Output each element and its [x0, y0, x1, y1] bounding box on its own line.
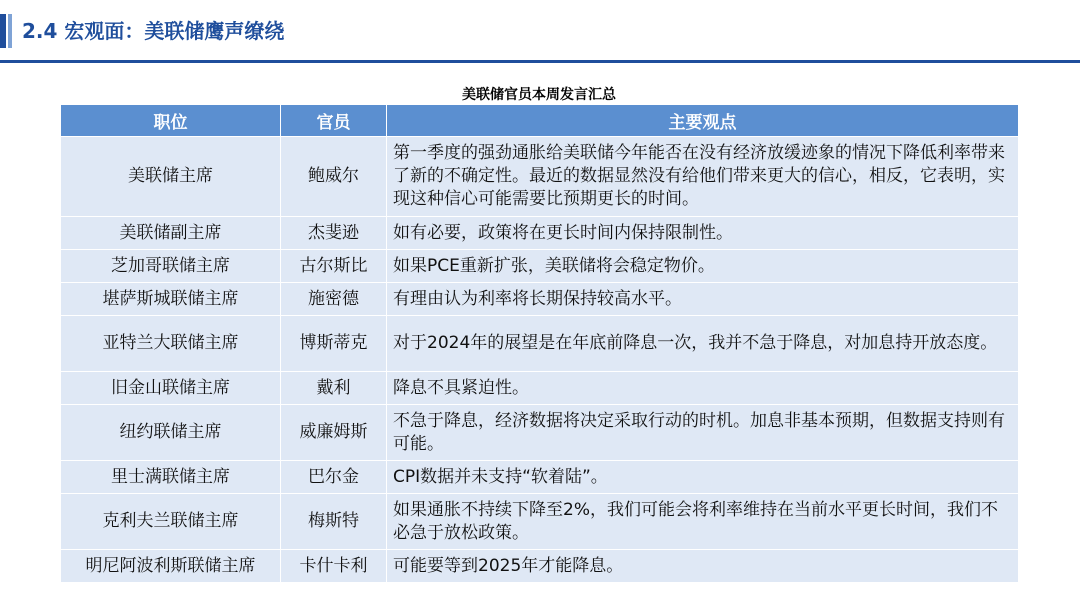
cell-position: 旧金山联储主席: [61, 372, 281, 405]
cell-official: 卡什卡利: [281, 550, 387, 583]
cell-official: 戴利: [281, 372, 387, 405]
table-row: [61, 494, 1019, 550]
cell-official: 威廉姆斯: [281, 405, 387, 461]
cell-position: 堪萨斯城联储主席: [61, 283, 281, 316]
header-accent-bar: [0, 14, 6, 48]
table-row: [61, 316, 1019, 372]
cell-official: 梅斯特: [281, 494, 387, 550]
cell-position: 克利夫兰联储主席: [61, 494, 281, 550]
cell-official: 杰斐逊: [281, 217, 387, 250]
cell-view: 如有必要，政策将在更长时间内保持限制性。: [387, 217, 1019, 250]
header-divider: [0, 60, 1080, 63]
header-accent-bar-light: [8, 14, 12, 48]
cell-view: 对于2024年的展望是在年底前降息一次，我并不急于降息，对加息持开放态度。: [387, 316, 1019, 372]
cell-position: 亚特兰大联储主席: [61, 316, 281, 372]
table-header-row: [61, 105, 1019, 137]
fed-speeches-table: [60, 104, 1019, 583]
table-row: [61, 405, 1019, 461]
column-header-position: 职位: [61, 105, 281, 137]
column-header-official: 官员: [281, 105, 387, 137]
cell-position: 美联储主席: [61, 137, 281, 217]
table-row: [61, 550, 1019, 583]
cell-position: 美联储副主席: [61, 217, 281, 250]
cell-view: 第一季度的强劲通胀给美联储今年能否在没有经济放缓迹象的情况下降低利率带来了新的不确定性。最近的数据显然没有给他们带来更大的信心，相反，它表明，实现这种信心可能需要比预期更长的时间。: [387, 137, 1019, 217]
cell-official: 博斯蒂克: [281, 316, 387, 372]
cell-view: CPI数据并未支持“软着陆”。: [387, 461, 1019, 494]
cell-view: 如果通胀不持续下降至2%，我们可能会将利率维持在当前水平更长时间，我们不必急于放松政策。: [387, 494, 1019, 550]
column-header-view: 主要观点: [387, 105, 1019, 137]
cell-view: 降息不具紧迫性。: [387, 372, 1019, 405]
table-row: [61, 137, 1019, 217]
cell-official: 施密德: [281, 283, 387, 316]
cell-position: 里士满联储主席: [61, 461, 281, 494]
cell-position: 纽约联储主席: [61, 405, 281, 461]
page-title: 2.4 宏观面：美联储鹰声缭绕: [22, 19, 285, 43]
cell-official: 鲍威尔: [281, 137, 387, 217]
cell-view: 可能要等到2025年才能降息。: [387, 550, 1019, 583]
table-row: [61, 217, 1019, 250]
table-row: [61, 283, 1019, 316]
cell-view: 有理由认为利率将长期保持较高水平。: [387, 283, 1019, 316]
table-row: [61, 461, 1019, 494]
cell-official: 巴尔金: [281, 461, 387, 494]
table-row: [61, 250, 1019, 283]
table-row: [61, 372, 1019, 405]
cell-position: 芝加哥联储主席: [61, 250, 281, 283]
cell-view: 如果PCE重新扩张，美联储将会稳定物价。: [387, 250, 1019, 283]
table-title: 美联储官员本周发言汇总: [462, 87, 616, 103]
cell-position: 明尼阿波利斯联储主席: [61, 550, 281, 583]
cell-official: 古尔斯比: [281, 250, 387, 283]
cell-view: 不急于降息，经济数据将决定采取行动的时机。加息非基本预期，但数据支持则有可能。: [387, 405, 1019, 461]
